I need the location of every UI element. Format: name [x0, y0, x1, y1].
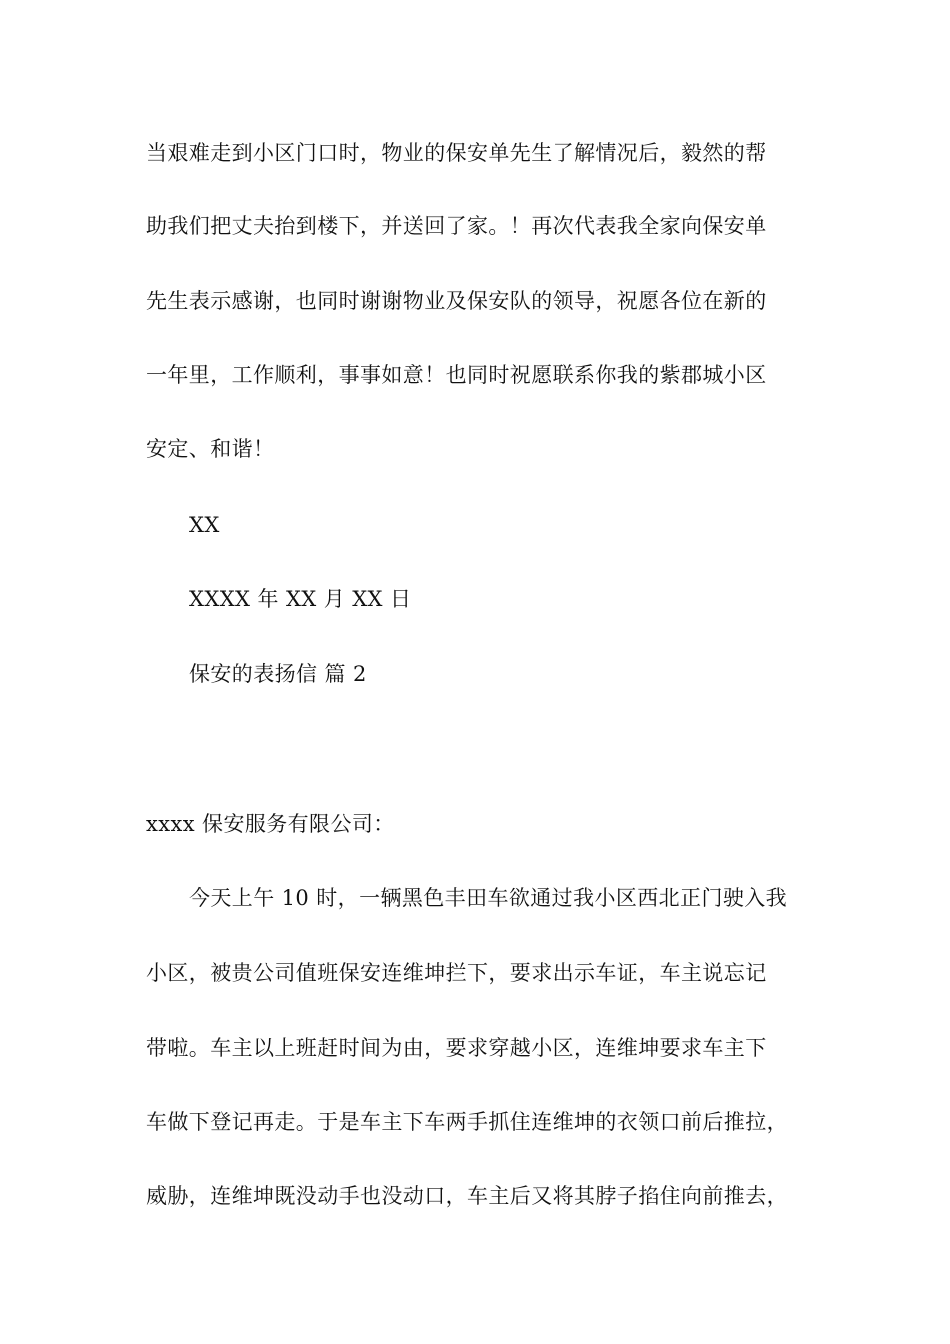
body-line: 车做下登记再走。于是车主下车两手抓住连维坤的衣领口前后推拉， — [146, 1110, 788, 1134]
section-title: 保安的表扬信 篇 2 — [189, 662, 367, 686]
body-line: 威胁，连维坤既没动手也没动口，车主后又将其脖子掐住向前推去， — [146, 1184, 788, 1208]
salutation: xxxx 保安服务有限公司： — [146, 812, 395, 836]
body-line: 带啦。车主以上班赶时间为由，要求穿越小区，连维坤要求车主下 — [146, 1036, 767, 1060]
paragraph-line: 助我们把丈夫抬到楼下，并送回了家。！再次代表我全家向保安单 — [146, 214, 767, 238]
paragraph-line: 先生表示感谢，也同时谢谢物业及保安队的领导，祝愿各位在新的 — [146, 289, 767, 313]
paragraph-line: 一年里，工作顺利，事事如意！也同时祝愿联系你我的紫郡城小区 — [146, 363, 767, 387]
body-line: 小区，被贵公司值班保安连维坤拦下，要求出示车证，车主说忘记 — [146, 961, 767, 985]
paragraph-line: 当艰难走到小区门口时，物业的保安单先生了解情况后，毅然的帮 — [146, 141, 767, 165]
signature-date: XXXX 年 XX 月 XX 日 — [189, 587, 412, 611]
body-line: 今天上午 10 时，一辆黑色丰田车欲通过我小区西北正门驶入我 — [189, 886, 788, 910]
paragraph-line: 安定、和谐！ — [146, 437, 275, 461]
signature-name: XX — [189, 513, 220, 537]
